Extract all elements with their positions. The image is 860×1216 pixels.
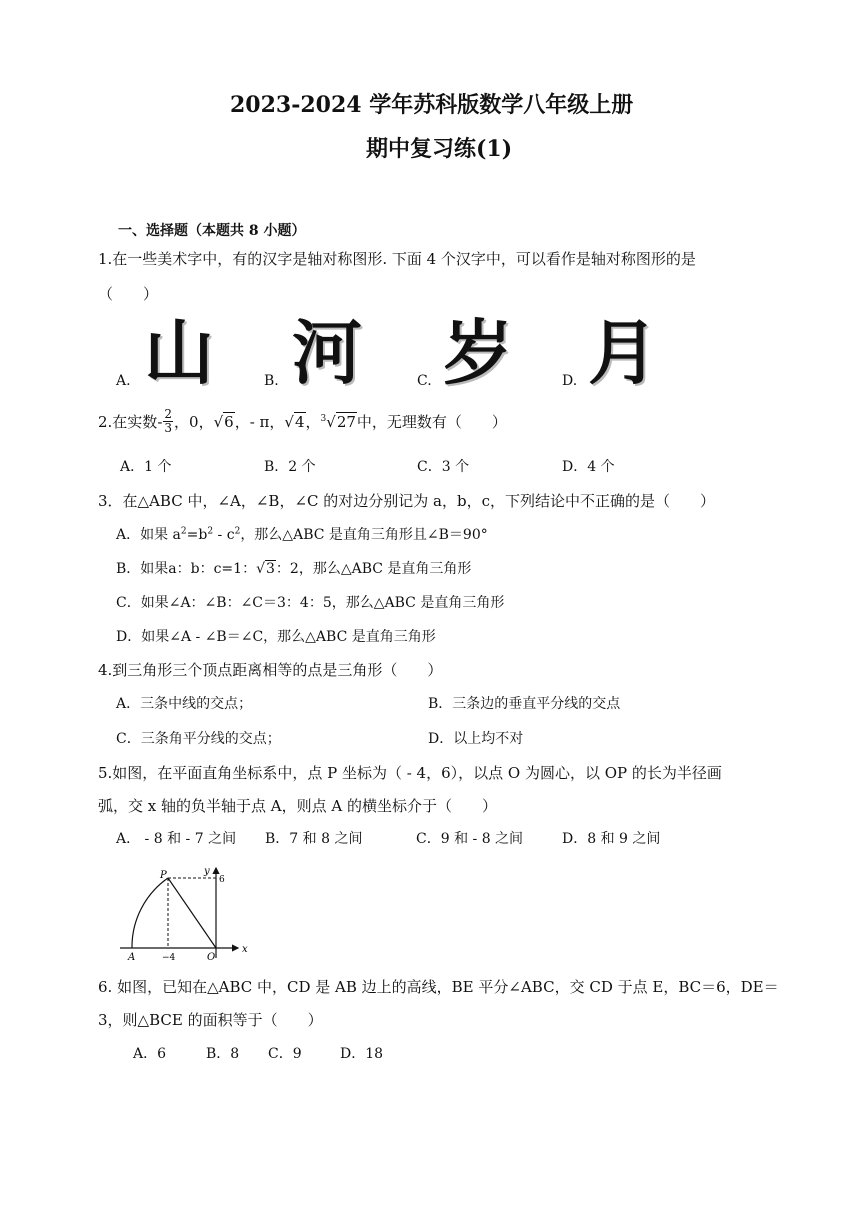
q4-option-c: C．三条角平分线的交点；	[116, 731, 281, 747]
q2-sqrt4: √4	[284, 412, 305, 431]
q3-option-d: D．如果∠A - ∠B＝∠C，那么△ABC 是直角三角形	[116, 629, 436, 645]
q5-text-line1: 5.如图，在平面直角坐标系中，点 P 坐标为（ - 4，6），以点 O 为圆心，以 OP 的长为半径画	[98, 764, 722, 782]
q2-prefix: 2.在实数	[98, 413, 158, 431]
q1-option-b-char: 河	[292, 312, 362, 394]
q3-option-a: A．如果 $a^2=b^2 - c^2$，那么△ABC 是直角三角形且∠B＝90°	[116, 526, 488, 543]
q1-option-a-char: 山	[144, 312, 214, 394]
q6-text-line2: 3，则△BCE 的面积等于（ ）	[98, 1011, 323, 1029]
q1-text: 1.在一些美术字中，有的汉字是轴对称图形. 下面 4 个汉字中，可以看作是轴对称图形的是	[98, 250, 696, 268]
q5-option-a: A． - 8 和 - 7 之间	[116, 831, 237, 847]
q3-text: 3．在△ABC 中，∠A，∠B，∠C 的对边分别记为 a，b，c，下列结论中不正确的是（ ）	[98, 492, 715, 510]
q2-cbrt27: $^3$√27	[320, 412, 356, 431]
q2-fraction	[163, 408, 173, 435]
q4-text: 4.到三角形三个顶点距离相等的点是三角形（ ）	[98, 661, 443, 679]
q2-sqrt6: √6	[213, 412, 234, 431]
section-heading: 一、选择题（本题共 8 小题）	[118, 223, 306, 239]
title-line2: 期中复习练(1)	[366, 136, 513, 162]
q2-neg-sign: -	[157, 412, 163, 431]
q1-paren: （ ）	[98, 285, 159, 303]
q2-suffix: 中，无理数有（ ）	[356, 413, 507, 431]
q2-pi: ，- π，	[234, 413, 285, 431]
title-line1: 2023-2024 学年苏科版数学八年级上册	[230, 92, 634, 118]
q2-option-d: D．4 个	[562, 459, 615, 475]
q6-option-b: B．8	[206, 1046, 240, 1062]
label-six: 6	[219, 875, 225, 885]
label-neg4: −4	[162, 953, 176, 962]
q1-option-a-letter: A.	[116, 373, 131, 389]
q4-option-b: B．三条边的垂直平分线的交点	[428, 696, 621, 712]
q5-option-c: C．9 和 - 8 之间	[416, 831, 524, 847]
q6-option-c: C．9	[268, 1046, 302, 1062]
q6-option-a: A．6	[133, 1046, 167, 1062]
label-x: x	[242, 944, 248, 955]
q1-option-c-char: 岁	[443, 312, 513, 394]
q2-cube-index: 3	[320, 413, 327, 424]
segment-op	[168, 878, 216, 948]
arc-ap	[132, 878, 168, 948]
q2-option-c: C．3 个	[417, 459, 470, 475]
q2-option-a: A．1 个	[120, 459, 172, 475]
q1-option-d-char: 月	[588, 312, 658, 394]
q2-frac-num: 2	[164, 407, 173, 421]
q1-option-c-letter: C.	[417, 373, 432, 389]
q3-option-b: B．如果a：b：c=1：√3：2，那么△ABC 是直角三角形	[116, 561, 472, 577]
q2-comma: ，	[305, 413, 321, 431]
q2-text	[98, 408, 507, 435]
q1-option-d-letter: D.	[562, 373, 578, 389]
q5-text-line2: 弧，交 x 轴的负半轴于点 A，则点 A 的横坐标介于（ ）	[98, 797, 497, 815]
q2-option-b: B．2 个	[264, 459, 316, 475]
q5-coordinate-figure	[116, 862, 256, 962]
q5-option-d: D．8 和 9 之间	[562, 831, 661, 847]
q3-option-c: C．如果∠A：∠B：∠C＝3：4：5，那么△ABC 是直角三角形	[116, 595, 505, 611]
q1-option-b-letter: B.	[264, 373, 279, 389]
label-y: y	[204, 866, 210, 877]
q4-option-a: A．三条中线的交点；	[116, 696, 253, 712]
q6-option-d: D．18	[340, 1046, 384, 1062]
label-o: O	[207, 952, 216, 962]
q2-zero: ，0，	[174, 413, 214, 431]
q6-text-line1: 6. 如图，已知在△ABC 中，CD 是 AB 边上的高线，BE 平分∠ABC，交 CD 于点 E，BC＝6，DE＝	[98, 978, 779, 996]
q5-option-b: B．7 和 8 之间	[265, 831, 363, 847]
label-a: A	[128, 952, 136, 962]
q2-frac-den: 3	[164, 421, 173, 435]
label-p: P	[160, 870, 167, 881]
q4-option-d: D．以上均不对	[428, 731, 524, 747]
